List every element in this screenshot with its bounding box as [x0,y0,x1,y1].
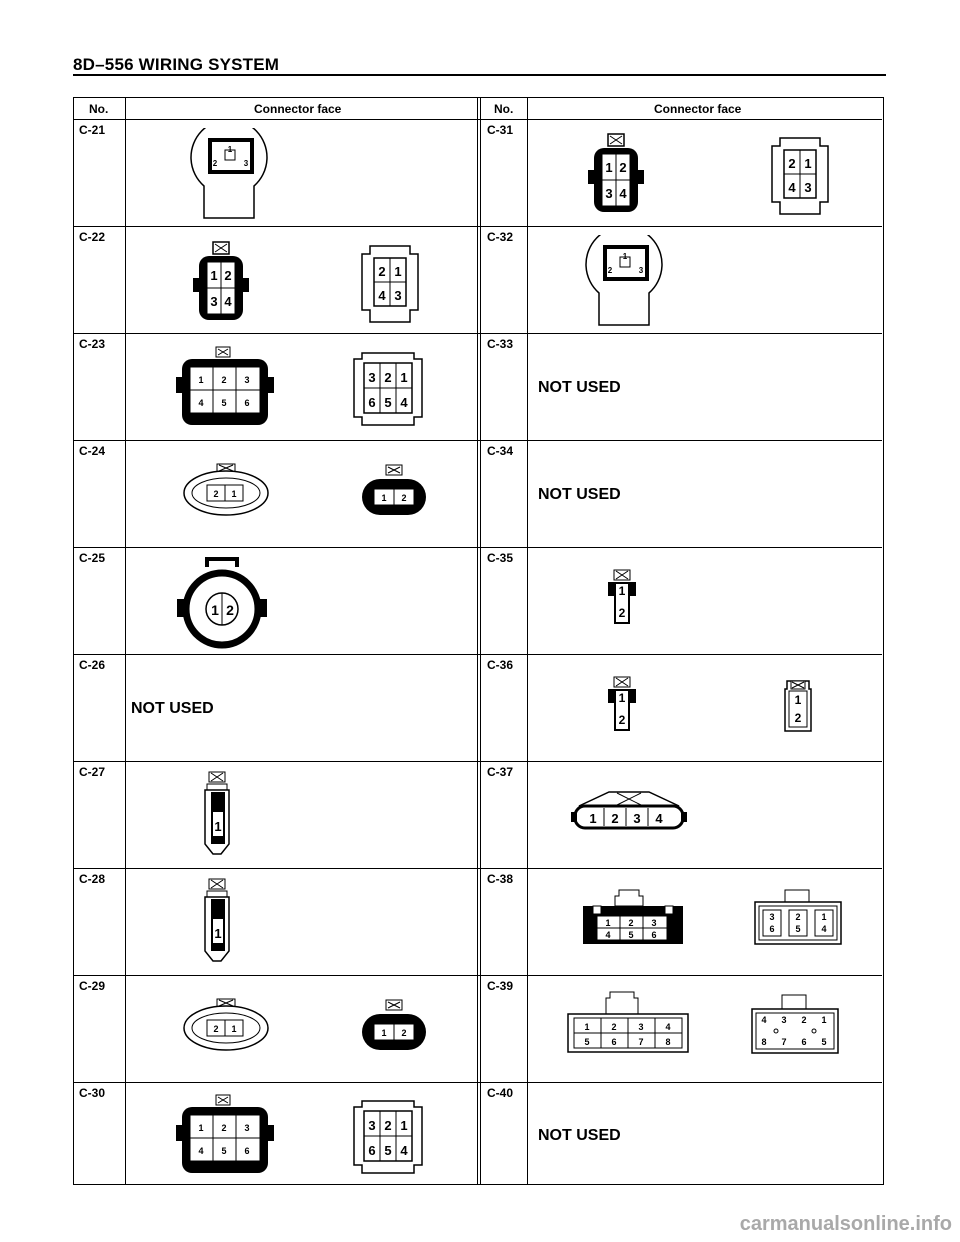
connector-c30-face-a [174,1093,284,1178]
row-divider [74,975,882,976]
pin-label: 1 [584,1022,590,1032]
pin-label: 4 [400,395,408,410]
pin-label: 3 [243,159,249,168]
pin-label: 4 [198,398,204,408]
pin-label: 6 [244,1146,250,1156]
pin-label: 1 [400,1118,408,1133]
not-used-note: NOT USED [131,700,214,717]
pin-label: 3 [651,918,657,928]
pin-label: 5 [821,1037,827,1047]
pin-label: 2 [384,370,392,385]
row-divider [74,1082,882,1083]
header-no-left: No. [89,102,109,116]
connector-c32-face [579,235,679,330]
pin-label: 5 [384,395,392,410]
row-label: C-39 [487,979,514,993]
pin-label: 1 [794,693,802,707]
pin-label: 1 [381,493,387,503]
row-divider [74,226,882,227]
pin-label: 2 [213,489,219,499]
connector-c22-face-b [354,238,434,328]
pin-label: 1 [394,264,402,279]
pin-label: 3 [769,912,775,922]
pin-label: 1 [381,1028,387,1038]
row-label: C-27 [79,765,106,779]
pin-label: 2 [212,159,218,168]
pin-label: 3 [244,375,250,385]
pin-label: 3 [781,1015,787,1025]
page-title: 8D–556 WIRING SYSTEM [73,55,280,74]
not-used-note: NOT USED [538,1127,621,1144]
connector-c29-face-b [354,998,434,1063]
row-label: C-22 [79,230,106,244]
pin-label: 2 [607,266,613,275]
pin-label: 4 [788,180,796,195]
connector-c31-face-b [764,130,844,220]
pin-label: 2 [221,375,227,385]
row-divider [74,119,882,120]
pin-label: 1 [618,691,626,705]
col-divider [527,98,528,1184]
pin-label: 1 [618,584,626,598]
row-label: C-31 [487,123,514,137]
connector-c35-face [604,568,644,628]
pin-label: 2 [628,918,634,928]
pin-label: 4 [198,1146,204,1156]
pin-label: 3 [394,288,402,303]
row-label: C-21 [79,123,106,137]
col-divider [477,98,478,1184]
connector-c24-face-a [179,458,279,528]
row-label: C-28 [79,872,106,886]
pin-label: 2 [384,1118,392,1133]
connector-c36-face-b [779,675,819,735]
header-face-right: Connector face [654,102,742,116]
pin-label: 8 [665,1037,671,1047]
row-label: C-40 [487,1086,514,1100]
pin-label: 1 [214,926,222,941]
pin-label: 5 [628,930,634,940]
connector-c30-face-b [344,1093,434,1178]
connector-c24-face-b [354,463,434,528]
connector-c37-face [569,788,689,838]
pin-label: 5 [221,398,227,408]
col-divider [480,98,481,1184]
connector-c28-face [199,877,239,972]
pin-label: 2 [611,1022,617,1032]
watermark: carmanualsonline.info [739,1213,952,1235]
pin-label: 3 [605,186,613,201]
pin-label: 1 [231,1024,237,1034]
row-label: C-25 [79,551,106,565]
pin-label: 3 [244,1123,250,1133]
header-face-left: Connector face [254,102,342,116]
pin-label: 8 [761,1037,767,1047]
pin-label: 1 [214,819,222,834]
pin-label: 7 [781,1037,787,1047]
pin-label: 4 [821,924,827,934]
pin-label: 2 [378,264,386,279]
row-divider [74,333,882,334]
pin-label: 2 [795,912,801,922]
pin-label: 1 [605,160,613,175]
connector-c22-face-a [189,238,279,328]
pin-label: 3 [210,294,218,309]
row-label: C-32 [487,230,514,244]
pin-label: 2 [213,1024,219,1034]
pin-label: 5 [795,924,801,934]
connector-c21-face [184,128,284,223]
connector-c39-face-a [564,988,694,1058]
pin-label: 2 [224,268,232,283]
pin-label: 4 [665,1022,671,1032]
row-label: C-26 [79,658,106,672]
row-label: C-36 [487,658,514,672]
pin-label: 4 [378,288,386,303]
pin-label: 2 [401,1028,407,1038]
row-label: C-37 [487,765,514,779]
pin-label: 4 [619,186,627,201]
pin-label: 5 [584,1037,590,1047]
row-label: C-23 [79,337,106,351]
pin-label: 4 [605,930,611,940]
pin-label: 2 [618,606,626,620]
connector-c38-face-b [749,886,849,951]
connector-c31-face-a [584,130,674,220]
pin-label: 6 [368,395,376,410]
row-divider [74,654,882,655]
connector-c36-face-a [604,675,644,735]
pin-label: 3 [368,1118,376,1133]
connector-table [73,97,884,1185]
pin-label: 4 [224,294,232,309]
col-divider [125,98,126,1184]
pin-label: 7 [638,1037,644,1047]
pin-label: 6 [651,930,657,940]
pin-label: 6 [368,1143,376,1158]
pin-label: 2 [401,493,407,503]
pin-label: 4 [400,1143,408,1158]
row-label: C-33 [487,337,514,351]
connector-c29-face-a [179,993,279,1063]
pin-label: 5 [384,1143,392,1158]
row-divider [74,761,882,762]
pin-label: 6 [244,398,250,408]
pin-label: 1 [821,912,827,922]
pin-label: 3 [368,370,376,385]
pin-label: 6 [769,924,775,934]
row-label: C-35 [487,551,514,565]
pin-label: 1 [605,918,611,928]
pin-label: 1 [231,489,237,499]
pin-label: 4 [655,811,663,826]
pin-label: 6 [801,1037,807,1047]
pin-label: 2 [794,711,802,725]
header-rule [73,74,886,76]
pin-label: 1 [198,375,204,385]
pin-label: 2 [221,1123,227,1133]
pin-label: 2 [226,602,234,618]
connector-c38-face-a [579,886,689,951]
page-header [73,53,886,75]
pin-label: 4 [761,1015,767,1025]
pin-label: 1 [227,145,233,154]
row-divider [74,440,882,441]
pin-label: 2 [618,713,626,727]
pin-label: 3 [633,811,641,826]
pin-label: 3 [638,1022,644,1032]
row-label: C-34 [487,444,514,458]
row-divider [74,868,882,869]
pin-label: 1 [589,811,597,826]
pin-label: 2 [788,156,796,171]
row-label: C-30 [79,1086,106,1100]
not-used-note: NOT USED [538,379,621,396]
pin-label: 1 [804,156,812,171]
connector-c39-face-b [746,991,846,1061]
row-label: C-29 [79,979,106,993]
connector-c23-face-a [174,345,284,430]
connector-c23-face-b [344,345,434,430]
pin-label: 1 [622,252,628,261]
pin-label: 1 [400,370,408,385]
pin-label: 2 [801,1015,807,1025]
header-no-right: No. [494,102,514,116]
pin-label: 2 [611,811,619,826]
pin-label: 3 [804,180,812,195]
pin-label: 2 [619,160,627,175]
connector-c25-face [169,553,279,653]
pin-label: 1 [211,602,219,618]
connector-c27-face [199,770,239,865]
pin-label: 1 [198,1123,204,1133]
pin-label: 5 [221,1146,227,1156]
row-divider [74,547,882,548]
pin-label: 1 [821,1015,827,1025]
pin-label: 3 [638,266,644,275]
pin-label: 6 [611,1037,617,1047]
row-label: C-38 [487,872,514,886]
row-label: C-24 [79,444,106,458]
not-used-note: NOT USED [538,486,621,503]
pin-label: 1 [210,268,218,283]
